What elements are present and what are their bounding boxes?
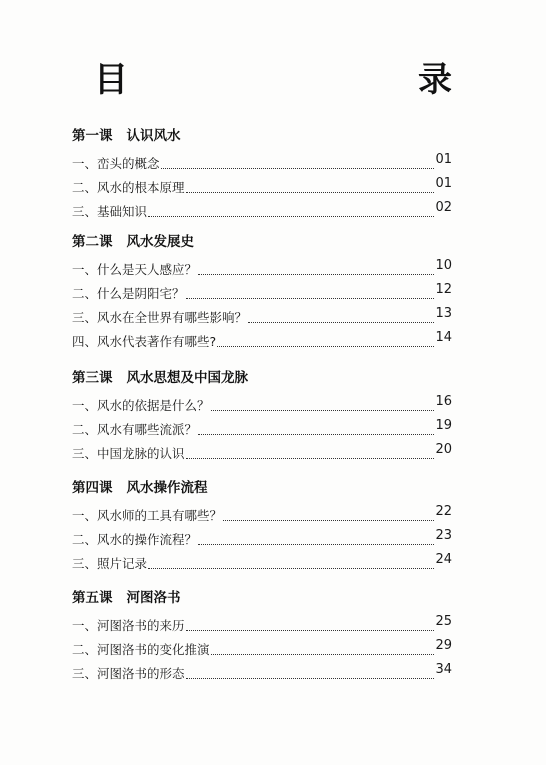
entry-label: 三、照片记录 [72,556,148,571]
entry-label: 一、峦头的概念 [72,156,160,171]
entry-page: 29 [435,638,452,653]
leader-dots [211,653,435,655]
leader-dots [148,567,434,569]
leader-dots [186,677,435,679]
chapter-heading [72,588,452,608]
entry-page: 25 [435,614,452,629]
chapter-number: 第四课 [72,480,113,496]
chapter-heading [72,478,452,498]
chapter-5 [72,588,452,684]
leader-dots [186,297,435,299]
toc-entry[interactable] [72,174,452,196]
entry-page: 01 [435,176,452,191]
chapter-title: 河图洛书 [126,590,181,606]
leader-dots [161,167,435,169]
entry-label: 三、风水在全世界有哪些影响？ [72,310,248,325]
entry-page: 23 [435,528,452,543]
chapter-number: 第一课 [72,128,113,144]
entry-page: 19 [435,418,452,433]
leader-dots [186,457,435,459]
entry-label: 一、什么是天人感应？ [72,262,198,277]
chapter-title: 认识风水 [126,128,181,144]
chapter-3 [72,368,452,464]
entry-label: 一、风水的依据是什么？ [72,398,210,413]
entry-page: 02 [435,200,452,215]
chapter-title: 风水操作流程 [126,480,208,496]
entry-page: 24 [435,552,452,567]
leader-dots [148,215,434,217]
chapter-heading [72,126,452,146]
entry-label: 一、河图洛书的来历 [72,618,185,633]
leader-dots [198,433,434,435]
chapter-heading [72,368,452,388]
toc-entry[interactable] [72,440,452,462]
page-title: 目 录 [94,60,526,100]
entry-label: 三、河图洛书的形态 [72,666,185,681]
entry-page: 34 [435,662,452,677]
entry-label: 四、风水代表著作有哪些? [72,334,217,349]
leader-dots [217,345,434,347]
toc-entry[interactable] [72,392,452,414]
toc-entry[interactable] [72,304,452,326]
entry-page: 16 [435,394,452,409]
entry-label: 二、风水有哪些流派？ [72,422,198,437]
toc-entry[interactable] [72,502,452,524]
chapter-1 [72,126,452,222]
entry-label: 三、中国龙脉的认识 [72,446,185,461]
leader-dots [211,409,435,411]
toc-entry[interactable] [72,660,452,682]
chapter-2 [72,232,452,352]
entry-label: 三、基础知识 [72,204,148,219]
entry-page: 12 [435,282,452,297]
entry-label: 二、什么是阴阳宅？ [72,286,185,301]
entry-label: 二、风水的操作流程？ [72,532,198,547]
toc-entry[interactable] [72,280,452,302]
entry-label: 二、风水的根本原理 [72,180,185,195]
toc-entry[interactable] [72,526,452,548]
toc-entry[interactable] [72,150,452,172]
chapter-title: 风水发展史 [126,234,194,250]
entry-page: 14 [435,330,452,345]
entry-page: 13 [435,306,452,321]
chapter-heading [72,232,452,252]
entry-page: 20 [435,442,452,457]
chapter-number: 第三课 [72,370,113,386]
entry-label: 一、风水师的工具有哪些？ [72,508,223,523]
toc-entry[interactable] [72,612,452,634]
toc-entry[interactable] [72,550,452,572]
toc-entry[interactable] [72,198,452,220]
leader-dots [198,273,434,275]
toc-entry[interactable] [72,256,452,278]
entry-page: 01 [435,152,452,167]
leader-dots [186,629,435,631]
toc-entry[interactable] [72,636,452,658]
chapter-number: 第五课 [72,590,113,606]
chapter-number: 第二课 [72,234,113,250]
toc-entry[interactable] [72,416,452,438]
chapter-4 [72,478,452,574]
leader-dots [248,321,434,323]
toc-entry[interactable] [72,328,452,350]
entry-label: 二、河图洛书的变化推演 [72,642,210,657]
chapter-title: 风水思想及中国龙脉 [126,370,248,386]
leader-dots [186,191,435,193]
leader-dots [223,519,434,521]
entry-page: 10 [435,258,452,273]
leader-dots [198,543,434,545]
entry-page: 22 [435,504,452,519]
